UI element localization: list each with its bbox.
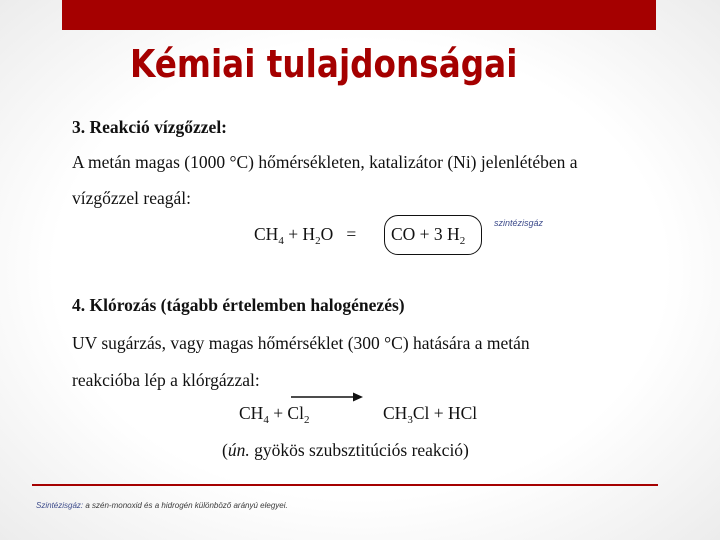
eq4-r-ch: CH [383, 403, 408, 423]
note-italic: ún. [227, 440, 250, 460]
synthesis-gas-label: szintézisgáz [494, 218, 544, 228]
eq4-ch-sub: 4 [263, 414, 269, 426]
eq4-r-rest: Cl + HCl [412, 403, 478, 423]
section3-line2: vízgőzzel reagál: [72, 188, 192, 208]
eq3-box-main: CO + 3 H [391, 224, 460, 244]
top-accent-bar [62, 0, 656, 30]
eq3-box-sub: 2 [459, 235, 466, 247]
section3-heading: 3. Reakció vízgőzzel: [72, 117, 228, 137]
eq4-cl-sub: 2 [303, 414, 310, 426]
footnote-divider [32, 484, 658, 486]
eq3-h2o-pre: + H [283, 224, 316, 244]
equation4-right [383, 403, 477, 424]
eq4-r-ch-sub: 3 [407, 414, 413, 426]
section4-heading: 4. Klórozás (tágabb értelemben halogénezés) [72, 295, 405, 315]
section4-line2: reakcióba lép a klórgázzal: [72, 370, 260, 390]
note-rest: gyökös szubsztitúciós reakció) [249, 440, 469, 460]
reaction-type-note [222, 440, 469, 461]
eq3-h2o-post: O = [320, 224, 357, 244]
section4-line1: UV sugárzás, vagy magas hőmérséklet (300 °C) hatására a metán [72, 333, 530, 353]
eq4-cl-pre: + Cl [268, 403, 304, 423]
reaction-arrow-icon [291, 391, 363, 403]
footnote [36, 501, 288, 510]
footnote-text: a szén-monoxid és a hidrogén különböző arányú elegyei. [83, 501, 288, 510]
equation3-box-text [391, 224, 465, 245]
eq3-h2o-sub: 2 [315, 235, 321, 247]
note-open: ( [222, 440, 228, 460]
equation4-left [239, 403, 309, 424]
eq3-ch-sub: 4 [278, 235, 284, 247]
footnote-term: Szintézisgáz: [36, 501, 84, 510]
section3-line1: A metán magas (1000 °C) hőmérsékleten, katalizátor (Ni) jelenlétében a [72, 152, 578, 172]
slide-title: Kémiai tulajdonságai [130, 42, 518, 86]
eq4-ch: CH [239, 403, 264, 423]
equation3-left [254, 224, 356, 245]
eq3-ch: CH [254, 224, 279, 244]
